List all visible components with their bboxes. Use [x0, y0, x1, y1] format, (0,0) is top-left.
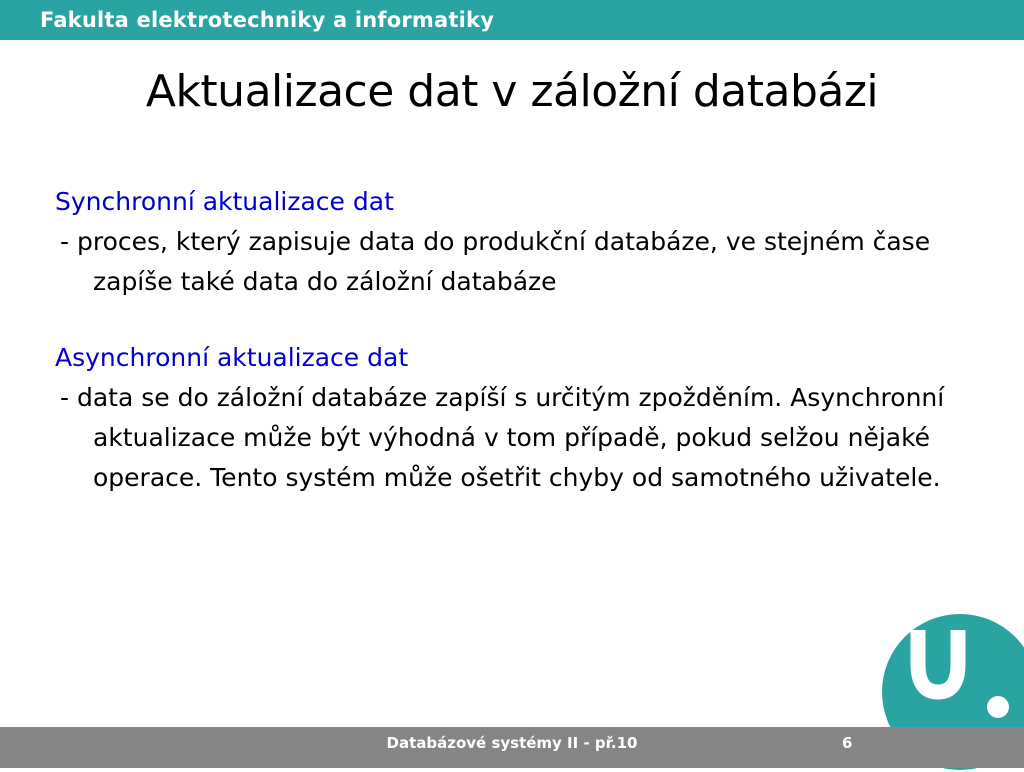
- footer-bar: [0, 727, 1024, 768]
- slide-title: Aktualizace dat v záložní databázi: [145, 66, 879, 117]
- section-spacer: [55, 302, 955, 338]
- section-body-synchronous: - proces, který zapisuje data do produkční databáze, ve stejném čase zapíše také data do záložní databáze: [60, 227, 931, 296]
- institution-name: Fakulta elektrotechniky a informatiky: [40, 8, 495, 32]
- section-heading-synchronous: Synchronní aktualizace dat: [55, 187, 394, 216]
- footer-page-number: 6: [842, 734, 853, 752]
- section-body-asynchronous: - data se do záložní databáze zapíší s určitým zpožděním. Asynchronní aktualizace může být výhodná v tom případě, pokud selžou nějaké operace. Tento systém může ošetřit chyby od samotného uživatele.: [60, 383, 945, 492]
- section-heading-asynchronous: Asynchronní aktualizace dat: [55, 343, 409, 372]
- header-bar: [0, 0, 1024, 40]
- slide-content: [55, 182, 955, 498]
- footer-course-title: Databázové systémy II - př.10: [386, 734, 638, 752]
